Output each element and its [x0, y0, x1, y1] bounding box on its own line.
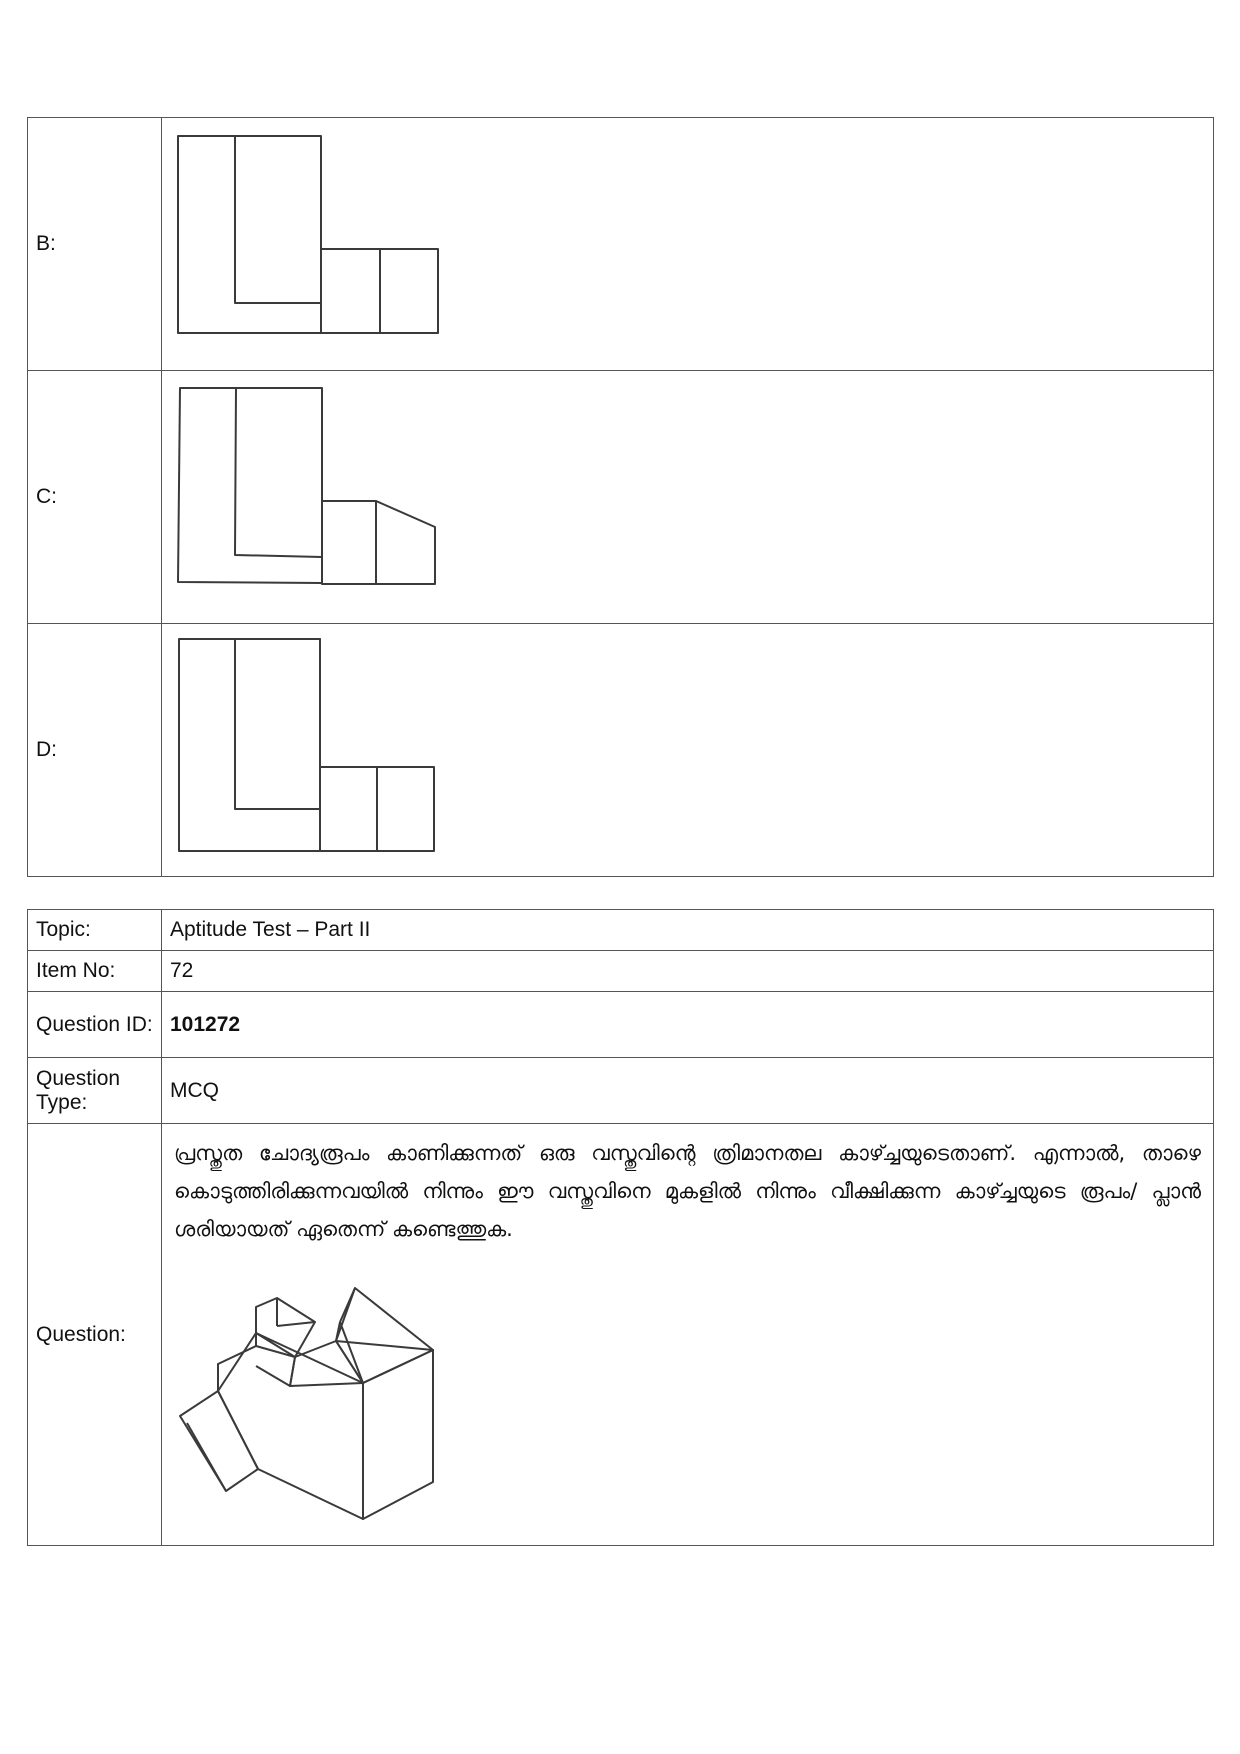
question-body	[162, 1124, 1214, 1546]
question-type-label: Question Type:	[28, 1058, 162, 1124]
option-figure-c	[162, 371, 1214, 624]
question-id-row	[28, 992, 1214, 1058]
question-type-value: MCQ	[162, 1058, 1214, 1124]
question-row	[28, 1124, 1214, 1546]
isometric-object-figure	[178, 1266, 448, 1531]
option-label-b: B:	[28, 118, 162, 371]
question-type-row	[28, 1058, 1214, 1124]
item-row	[28, 951, 1214, 992]
option-label-c: C:	[28, 371, 162, 624]
topic-value: Aptitude Test – Part II	[162, 910, 1214, 951]
topic-label: Topic:	[28, 910, 162, 951]
options-table	[27, 117, 1214, 877]
question-id-value: 101272	[162, 992, 1214, 1058]
plan-view-figure-d	[162, 624, 462, 877]
topic-row	[28, 910, 1214, 951]
plan-view-figure-c	[162, 371, 462, 624]
question-meta-table	[27, 909, 1214, 1546]
option-row-d	[28, 624, 1214, 877]
question-label: Question:	[28, 1124, 162, 1546]
plan-view-figure-b	[162, 118, 462, 371]
option-figure-b	[162, 118, 1214, 371]
option-row-b	[28, 118, 1214, 371]
item-no-label: Item No:	[28, 951, 162, 992]
option-row-c	[28, 371, 1214, 624]
item-no-value: 72	[162, 951, 1214, 992]
question-text: പ്രസ്തുത ചോദ്യരൂപം കാണിക്കുന്നത് ഒരു വസ്തുവിന്റെ ത്രിമാനതല കാഴ്ച്ചയുടെതാണ്. എന്നാൽ, താഴെ കൊടുത്തിരിക്കുന്നവയിൽ നിന്നും ഈ വസ്തുവിനെ മുകളിൽ നിന്നും വീക്ഷിക്കുന്ന കാഴ്ച്ചയുടെ രൂപം/ പ്ലാൻ ശരിയായത് ഏതെന്ന് കണ്ടെത്തുക.	[174, 1141, 1201, 1241]
option-figure-d	[162, 624, 1214, 877]
question-id-label: Question ID:	[28, 992, 162, 1058]
option-label-d: D:	[28, 624, 162, 877]
